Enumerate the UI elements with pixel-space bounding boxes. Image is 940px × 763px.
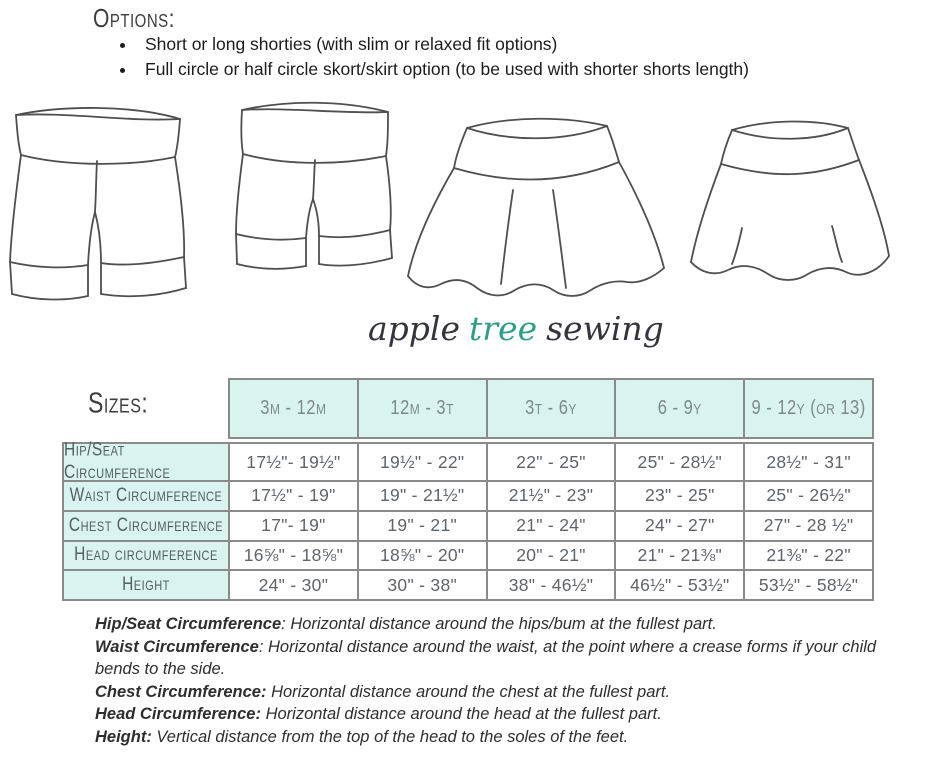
logo-word-sewing: sewing xyxy=(546,308,664,348)
size-table-column-headers xyxy=(228,378,874,439)
row-label-hip-seat: Hip/Seat Circumference xyxy=(64,444,228,480)
table-cell: 21" - 21⅜" xyxy=(616,542,743,570)
logo-word-tree: tree xyxy=(469,308,538,348)
table-cell: 17½"- 19½" xyxy=(230,444,357,480)
table-cell: 18⅝" - 20" xyxy=(359,542,486,570)
table-cell: 17"- 19" xyxy=(230,512,357,540)
full-circle-skirt-illustration xyxy=(405,112,667,302)
table-cell: 23" - 25" xyxy=(616,482,743,510)
options-bullet-skirt-text: Full circle or half circle skort/skirt option (to be used with shorter shorts length) xyxy=(145,59,749,79)
table-cell: 21½" - 23" xyxy=(488,482,615,510)
table-cell: 27" - 28 ½" xyxy=(745,512,872,540)
row-label-head: Head circumference xyxy=(64,542,228,570)
table-cell: 20" - 21" xyxy=(488,542,615,570)
sizes-label xyxy=(88,386,149,419)
column-header: 6 - 9y xyxy=(616,380,743,437)
column-header: 3m - 12m xyxy=(230,380,357,437)
table-cell: 24" - 27" xyxy=(616,512,743,540)
half-circle-skirt-illustration xyxy=(682,116,897,291)
table-cell: 19" - 21" xyxy=(359,512,486,540)
table-cell: 19½" - 22" xyxy=(359,444,486,480)
options-bullet-skirt xyxy=(137,57,857,82)
table-cell: 28½" - 31" xyxy=(745,444,872,480)
table-cell: 24" - 30" xyxy=(230,571,357,599)
column-header: 12m - 3t xyxy=(359,380,486,437)
definition-hip-seat: Hip/Seat Circumference: Horizontal distance around the hips/bum at the fullest part. xyxy=(95,615,717,633)
measurement-definitions xyxy=(95,613,895,748)
short-shorties-illustration xyxy=(232,96,397,291)
sizes-label-text: Sizes: xyxy=(88,386,149,419)
options-list xyxy=(137,32,857,82)
options-bullet-shorties xyxy=(137,32,857,57)
size-table xyxy=(62,439,874,601)
logo-word-apple: apple xyxy=(368,308,461,348)
row-label-height: Height xyxy=(64,571,228,599)
brand-logo xyxy=(368,298,664,358)
table-cell: 19" - 21½" xyxy=(359,482,486,510)
table-cell: 38" - 46½" xyxy=(488,571,615,599)
definition-chest: Chest Circumference: Horizontal distance around the chest at the fullest part. xyxy=(95,682,671,701)
table-cell: 53½" - 58½" xyxy=(745,571,872,599)
table-cell: 25" - 28½" xyxy=(616,444,743,480)
column-header: 9 - 12y (or 13) xyxy=(745,380,872,437)
table-cell: 21⅜" - 22" xyxy=(745,542,872,570)
table-cell: 25" - 26½" xyxy=(745,482,872,510)
table-cell: 21" - 24" xyxy=(488,512,615,540)
table-cell: 16⅝" - 18⅝" xyxy=(230,542,357,570)
row-label-waist: Waist Circumference xyxy=(64,482,228,510)
options-heading-text: Options: xyxy=(93,4,176,34)
row-label-chest: Chest Circumference xyxy=(64,512,228,540)
table-cell: 30" - 38" xyxy=(359,571,486,599)
options-heading xyxy=(93,4,176,34)
table-cell: 46½" - 53½" xyxy=(616,571,743,599)
definition-height: Height: Vertical distance from the top of the head to the soles of the feet. xyxy=(95,727,629,746)
definition-waist: Waist Circumference: Horizontal distance around the waist, at the point where a crease forms if your child bends to the side. xyxy=(95,637,877,678)
table-cell: 17½" - 19" xyxy=(230,482,357,510)
column-header: 3t - 6y xyxy=(488,380,615,437)
definition-head: Head Circumference: Horizontal distance around the head at the fullest part. xyxy=(95,705,662,723)
options-bullet-shorties-text: Short or long shorties (with slim or relaxed fit options) xyxy=(145,34,558,54)
long-shorties-illustration xyxy=(8,95,188,305)
table-cell: 22" - 25" xyxy=(488,444,615,480)
